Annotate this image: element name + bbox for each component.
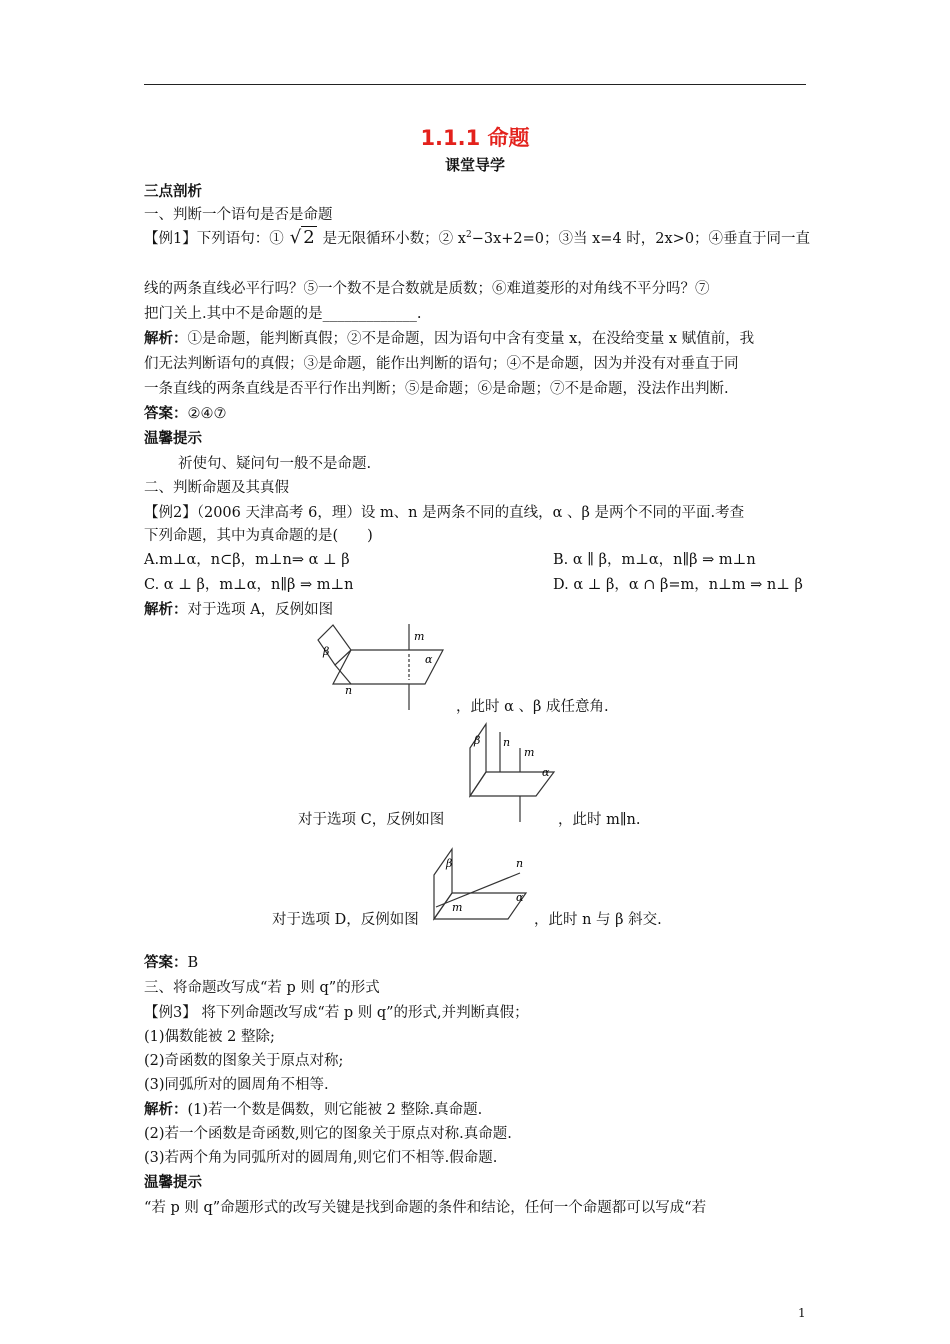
example-2-line-1 — [144, 501, 744, 522]
beta-label: β — [474, 734, 481, 747]
beta-label: β — [323, 645, 330, 658]
section-3-heading: 三、将命题改写成“若 p 则 q”的形式 — [144, 980, 380, 996]
tip-text: 祈使句、疑问句一般不是命题. — [178, 456, 372, 472]
example-1-analysis-3: 一条直线的两条直线是否平行作出判断；⑤是命题；⑥是命题；⑦不是命题，没法作出判断. — [144, 381, 729, 397]
answer-label: 答案： — [144, 406, 188, 422]
tip-heading: 温馨提示 — [144, 431, 202, 447]
answer-value: B — [187, 955, 199, 971]
text: 是无限循环小数；② x — [322, 231, 466, 247]
example-2-line-2: 下列命题，其中为真命题的是( ) — [144, 528, 373, 544]
example-1-line-3: 把门关上.其中不是命题的是_____________. — [144, 306, 422, 322]
figure-option-c — [462, 720, 562, 824]
sqrt-expression: √ 2 — [289, 227, 315, 248]
option-d: D. α ⊥ β，α ∩ β=m，n⊥m ⇒ n⊥ β — [553, 577, 803, 593]
analysis-label: 解析： — [144, 602, 188, 618]
header-rule — [144, 84, 806, 85]
example-3-analysis-2: (2)若一个函数是奇函数,则它的图象关于原点对称.真命题. — [144, 1126, 512, 1142]
text: (1)若一个数是偶数，则它能被 2 整除.真命题. — [187, 1102, 483, 1118]
n-label: n — [503, 736, 511, 749]
tip-text: “若 p 则 q”命题形式的改写关键是找到命题的条件和结论，任何一个命题都可以写成“若 — [144, 1200, 707, 1216]
text: 对于选项 A，反例如图 — [187, 602, 334, 618]
option-b: B. α ∥ β，m⊥α，n∥β ⇒ m⊥n — [553, 552, 756, 568]
text: 下列语句：① — [196, 231, 284, 247]
example-tag: 【例1】 — [144, 231, 197, 247]
n-label: n — [345, 684, 353, 697]
option-c: C. α ⊥ β，m⊥α，n∥β ⇒ m⊥n — [144, 577, 354, 593]
example-1-line-2: 线的两条直线必平行吗？⑤一个数不是合数就是质数；⑥难道菱形的对角线不平分吗？⑦ — [144, 281, 710, 297]
figure-a-note: ，此时 α 、β 成任意角. — [456, 699, 609, 715]
figure-d-before: 对于选项 D，反例如图 — [272, 912, 419, 928]
example-tag: 【例2】 — [144, 505, 197, 521]
example-3-item-1: (1)偶数能被 2 整除; — [144, 1029, 275, 1045]
analysis-label: 解析： — [144, 1102, 188, 1118]
example-2-answer — [144, 951, 198, 972]
text: −3x+2=0；③当 x=4 时，2x>0；④垂直于同一直 — [471, 231, 811, 247]
m-label: m — [414, 630, 425, 643]
alpha-label: α — [542, 766, 550, 779]
figure-option-d — [430, 845, 530, 925]
figure-c-before: 对于选项 C，反例如图 — [298, 812, 445, 828]
example-3-analysis-1 — [144, 1098, 482, 1119]
beta-label: β — [446, 857, 453, 870]
section-2-heading: 二、判断命题及其真假 — [144, 480, 289, 496]
n-label: n — [516, 857, 524, 870]
m-label: m — [452, 901, 463, 914]
section-1-heading: 一、判断一个语句是否是命题 — [144, 207, 333, 223]
example-3-line-1 — [144, 1001, 529, 1022]
answer-value: ②④⑦ — [187, 406, 227, 422]
page-subtitle: 课堂导学 — [444, 156, 505, 174]
m-label: m — [524, 746, 535, 759]
figure-c-note: ，此时 m∥n. — [558, 812, 641, 828]
example-2-analysis — [144, 598, 333, 619]
tip-heading: 温馨提示 — [144, 1175, 202, 1191]
example-1-analysis-1 — [144, 327, 754, 348]
example-3-analysis-3: (3)若两个角为同弧所对的圆周角,则它们不相等.假命题. — [144, 1150, 498, 1166]
page-number: 1 — [798, 1306, 806, 1320]
example-1-analysis-2: 们无法判断语句的真假；③是命题，能作出判断的语句；④不是命题，因为并没有对垂直于同 — [144, 356, 739, 372]
alpha-label: α — [425, 653, 433, 666]
analysis-label: 解析： — [144, 331, 188, 347]
figure-d-note: ，此时 n 与 β 斜交. — [534, 912, 662, 928]
example-1-line-1 — [144, 227, 810, 248]
exponent: 2 — [465, 230, 472, 241]
text: 将下列命题改写成“若 p 则 q”的形式,并判断真假； — [196, 1005, 529, 1021]
example-tag: 【例3】 — [144, 1005, 197, 1021]
text: ①是命题，能判断真假；②不是命题，因为语句中含有变量 x，在没给变量 x 赋值前，我 — [187, 331, 755, 347]
alpha-label: α — [516, 891, 524, 904]
section-heading: 三点剖析 — [144, 184, 202, 200]
page-title: 1.1.1 命题 — [420, 126, 530, 150]
answer-label: 答案： — [144, 955, 188, 971]
text: （2006 天津高考 6，理）设 m、n 是两条不同的直线，α 、β 是两个不同的平面.考查 — [196, 505, 745, 521]
example-3-item-3: (3)同弧所对的圆周角不相等. — [144, 1077, 329, 1093]
sqrt-radicand: 2 — [303, 227, 315, 248]
option-a: A.m⊥α，n⊂β，m⊥n⇒ α ⊥ β — [144, 552, 350, 568]
example-3-item-2: (2)奇函数的图象关于原点对称; — [144, 1053, 344, 1069]
figure-option-a — [313, 620, 453, 712]
example-1-answer — [144, 402, 227, 423]
